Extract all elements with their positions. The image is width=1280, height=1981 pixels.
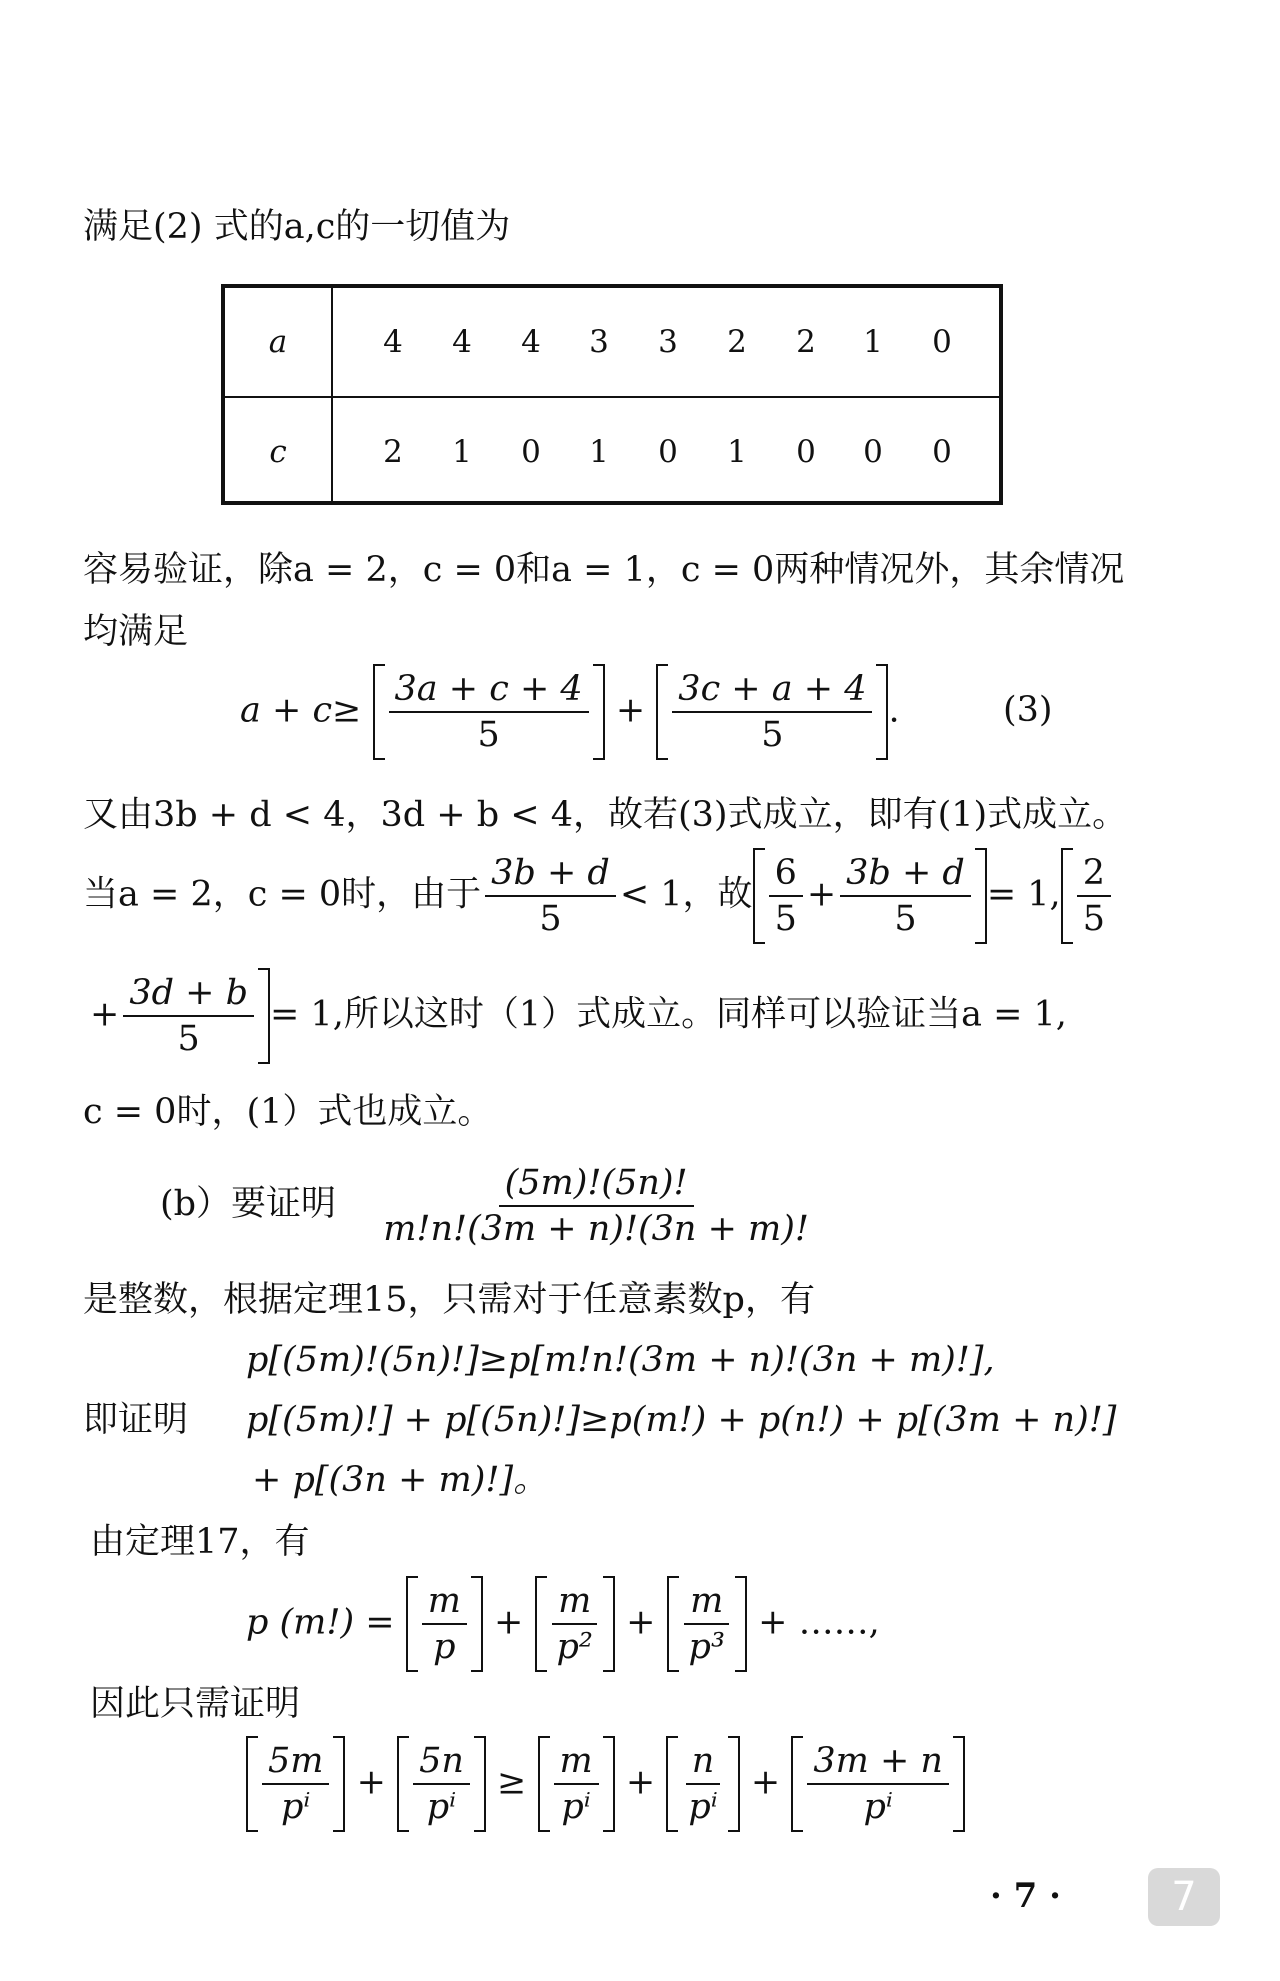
table-c-value-cell: 0 [863,434,883,470]
p2-f1-numerator: 6 [769,853,803,897]
page-number: · 7 · [990,1876,1062,1916]
paragraph-1-line-2: 均满足 [83,612,189,652]
p2-l3-plus: + [90,994,120,1035]
p2-frac-denominator: 5 [539,899,562,939]
p2-l3-frac-denominator: 5 [177,1019,200,1059]
floor-bracket-left [1061,848,1073,944]
paragraph-4-line-1: 由定理17，有 [90,1522,310,1562]
table-horizontal-divider [225,396,999,398]
p4-f1-numerator: m [422,1581,467,1625]
p2-f2-denominator: 5 [894,899,917,939]
p4-eq-lhs: p (m!) = [246,1602,395,1643]
eq3-lhs: a + c≥ [240,690,362,731]
paragraph-1-line-1: 容易验证，除a = 2，c = 0和a = 1，c = 0两种情况外，其余情况 [83,550,1125,590]
floor-bracket-right [593,664,605,760]
floor-bracket-left [246,1736,258,1832]
page-badge: 7 [1148,1868,1220,1926]
p2-f3-numerator: 2 [1077,853,1111,897]
p5-f1-numerator: 5m [262,1741,329,1785]
p5-f2-denominator: pⁱ [426,1787,457,1827]
p2-l2-text-c: = 1, [986,874,1061,915]
p5-f4-denominator: pⁱ [688,1787,718,1827]
p5-ge: ≥ [497,1762,527,1803]
table-a-value-cell: 2 [727,324,747,360]
eq3-end: . [888,690,900,731]
table-a-value-cell: 1 [863,324,883,360]
table-row-label-c: c [269,434,287,470]
paragraph-2-line-1: 又由3b + d < 4，3d + b < 4，故若(3)式成立，即有(1)式成立。 [83,795,1128,835]
paragraph-2-line-2 [83,848,1115,944]
p2-l3-text: = 1,所以这时（1）式成立。同样可以验证当a = 1, [269,994,1067,1035]
p2-l2-text-b: < 1，故 [619,874,753,915]
paragraph-5-line-1: 因此只需证明 [90,1684,301,1724]
p5-f5-denominator: pⁱ [863,1787,893,1827]
p5-plus-3: + [750,1762,781,1803]
table-c-value-cell: 1 [727,434,747,470]
table-c-value-cell: 0 [932,434,952,470]
paragraph-2-line-3 [90,968,1067,1064]
floor-bracket-right [975,848,987,944]
floor-bracket-right [603,1576,615,1672]
table-a-value-cell: 4 [521,324,541,360]
table-c-value-cell: 1 [589,434,609,470]
legendre-formula [246,1576,880,1672]
intro-text: 满足(2) 式的a,c的一切值为 [83,207,511,247]
part-b-numerator: (5m)!(5n)! [499,1163,694,1207]
p4-tail: + ……, [758,1602,880,1643]
floor-bracket-right [876,664,888,760]
floor-bracket-left [538,1736,550,1832]
p5-f3-numerator: m [554,1741,599,1785]
floor-bracket-right [735,1576,747,1672]
floor-bracket-left [535,1576,547,1672]
paragraph-2-line-4: c = 0时，(1）式也成立。 [83,1092,493,1132]
p2-f3-denominator: 5 [1082,899,1105,939]
table-c-value-cell: 2 [383,434,403,470]
p5-f2-numerator: 5n [413,1741,470,1785]
p2-l2-text-a: 当a = 2，c = 0时，由于 [83,874,482,915]
part-b-statement [160,1158,819,1250]
floor-bracket-right [728,1736,740,1832]
table-a-value-cell: 2 [796,324,816,360]
p4-plus-2: + [626,1602,656,1643]
eq3-frac2-denominator: 5 [761,715,784,755]
floor-bracket-left [373,664,385,760]
p4-f1-denominator: p [433,1627,456,1667]
p4-plus-1: + [494,1602,524,1643]
table-a-value-cell: 3 [589,324,609,360]
table-c-value-cell: 0 [521,434,541,470]
paragraph-3-line-4: + p[(3n + m)!]。 [252,1460,549,1500]
p4-f3-denominator: p³ [688,1627,725,1667]
table-a-value-cell: 4 [383,324,403,360]
floor-bracket-left [791,1736,803,1832]
p2-l2-plus: + [806,874,837,915]
floor-bracket-left [753,848,765,944]
p2-f1-denominator: 5 [774,899,797,939]
table-a-value-cell: 3 [658,324,678,360]
eq3-frac1-numerator: 3a + c + 4 [389,669,589,713]
p5-plus-1: + [356,1762,386,1803]
floor-bracket-right [953,1736,965,1832]
table-row-label-a: a [268,324,288,360]
floor-bracket-right [471,1576,483,1672]
floor-bracket-left [656,664,668,760]
eq3-frac2-numerator: 3c + a + 4 [672,669,872,713]
part-b-label: (b）要证明 [160,1184,337,1224]
table-a-value-cell: 4 [452,324,472,360]
floor-bracket-left [667,1576,679,1672]
floor-bracket-right [474,1736,486,1832]
part-b-denominator: m!n!(3m + n)!(3n + m)! [383,1208,809,1249]
paragraph-3-line-3-label: 即证明 [83,1400,189,1440]
p5-f5-numerator: 3m + n [807,1741,949,1785]
table-c-value-cell: 1 [452,434,472,470]
table-c-value-cell: 0 [796,434,816,470]
p4-f2-numerator: m [552,1581,597,1625]
eq3-plus: + [615,690,646,731]
values-table [221,284,1003,505]
floor-bracket-left [406,1576,418,1672]
floor-bracket-right [603,1736,615,1832]
table-vertical-divider [331,288,333,501]
paragraph-3-line-3: p[(5m)!] + p[(5n)!]≥p(m!) + p(n!) + p[(3m + n)!] [246,1400,1117,1440]
floor-bracket-right [333,1736,345,1832]
final-inequality [246,1736,965,1832]
paragraph-3-line-2: p[(5m)!(5n)!]≥p[m!n!(3m + n)!(3n + m)!], [246,1340,995,1380]
p4-f3-numerator: m [684,1581,729,1625]
equation-3 [240,664,900,760]
p5-f4-numerator: n [686,1741,721,1785]
p5-plus-2: + [625,1762,656,1803]
paragraph-3-line-1: 是整数，根据定理15，只需对于任意素数p，有 [83,1280,815,1320]
table-a-value-cell: 0 [932,324,952,360]
p2-f2-numerator: 3b + d [840,853,971,897]
eq3-tag: (3) [1003,690,1053,730]
floor-bracket-left [666,1736,678,1832]
p5-f3-denominator: pⁱ [561,1787,591,1827]
p4-f2-denominator: p² [556,1627,593,1667]
eq3-frac1-denominator: 5 [477,715,500,755]
p2-frac-numerator: 3b + d [485,853,616,897]
floor-bracket-left [397,1736,409,1832]
p5-f1-denominator: pⁱ [281,1787,311,1827]
table-c-value-cell: 0 [658,434,678,470]
p2-l3-frac-numerator: 3d + b [123,973,254,1017]
floor-bracket-right [258,968,270,1064]
